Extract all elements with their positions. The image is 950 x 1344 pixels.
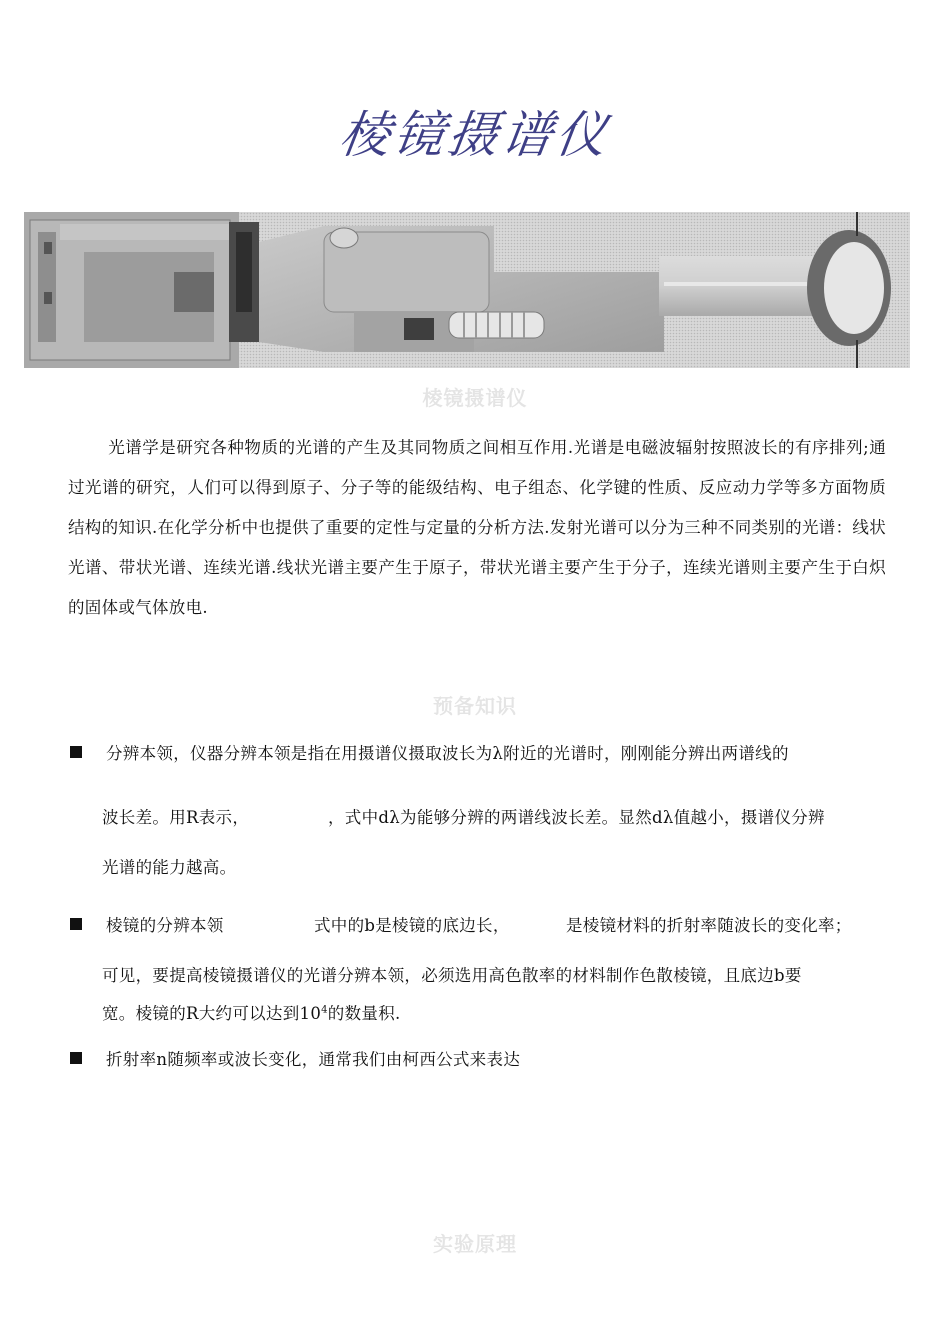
intro-text: 光谱学是研究各种物质的光谱的产生及其同物质之间相互作用.光谱是电磁波辐射按照波长的有序排列;通过光谱的研究，人们可以得到原子、分子等的能级结构、电子组态、化学键的性质、反应动力学等多方面物质结构的知识.在化学分析中也提供了重要的定性与定量的分析方法.发射光谱可以分为三种不同类别的光谱：线状光谱、带状光谱、连续光谱.线状光谱主要产生于原子，带状光谱主要产生于分子，连续光谱则主要产生于白炽的固体或气体放电. [68, 438, 886, 617]
bullet2-line1b: 式中的b是棱镜的底边长， [314, 916, 510, 935]
bullet1-line3: 光谱的能力越高。 [102, 858, 237, 877]
bullet1-line1: 分辨本领，仪器分辨本领是指在用摄谱仪摄取波长为λ附近的光谱时，刚刚能分辨出两谱线的 [106, 744, 789, 763]
bullet2-line1a: 棱镜的分辨本领 [106, 916, 224, 935]
principle-heading: 实验原理 [433, 1232, 517, 1256]
bullet-square-icon [70, 918, 82, 930]
bullet1-line2b: ，式中dλ为能够分辨的两谱线波长差。显然dλ值越小，摄谱仪分辨 [328, 808, 825, 827]
bullet2-exponent: 4 [321, 1004, 328, 1016]
bullet-square-icon [70, 746, 82, 758]
spectrograph-photo [24, 212, 910, 368]
bullet2-line2: 可见，要提高棱镜摄谱仪的光谱分辨本领，必须选用高色散率的材料制作色散棱镜，且底边b要 [102, 966, 802, 985]
banner-caption: 棱镜摄谱仪 [422, 386, 528, 410]
intro-paragraph [68, 428, 886, 628]
bullet2-line3 [102, 1000, 401, 1024]
page-title: 棱镜摄谱仪 [335, 106, 615, 164]
prereq-heading: 预备知识 [433, 694, 517, 718]
bullet2-line3b: 的数量积. [327, 1004, 401, 1023]
bullet2-line3a: 宽。棱镜的R大约可以达到10 [102, 1004, 322, 1023]
bullet2-line1c: 是棱镜材料的折射率随波长的变化率； [566, 916, 852, 935]
bullet-square-icon [70, 1052, 82, 1064]
bullet1-line2a: 波长差。用R表示， [102, 808, 250, 827]
bullet3-line1: 折射率n随频率或波长变化，通常我们由柯西公式来表达 [106, 1050, 521, 1069]
